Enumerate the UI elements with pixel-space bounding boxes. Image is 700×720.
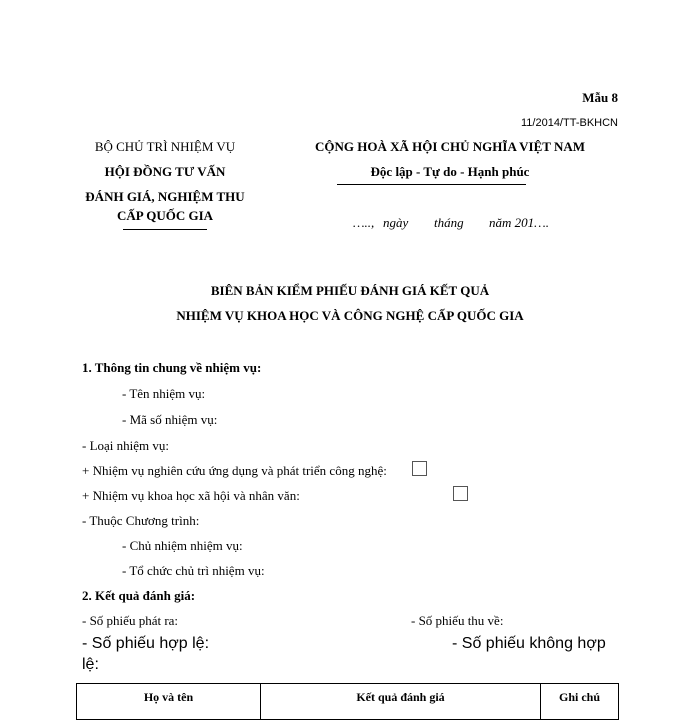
program-label: - Thuộc Chương trình: <box>82 513 200 528</box>
header-notes: Ghi chú <box>541 684 619 720</box>
type-social-checkbox[interactable] <box>453 486 468 501</box>
task-code-label: - Mã số nhiệm vụ: <box>122 412 218 427</box>
ministry-name: BỘ CHỦ TRÌ NHIỆM VỤ <box>94 139 236 154</box>
valid-votes-label: - Số phiếu hợp lệ: <box>82 635 210 652</box>
task-leader-label: - Chủ nhiệm nhiệm vụ: <box>122 538 243 553</box>
section2-heading: 2. Kết quả đánh giá: <box>82 588 196 603</box>
type-applied-label: + Nhiệm vụ nghiên cứu ứng dụng và phát triển công nghệ: <box>82 463 387 478</box>
header-full-name: Họ và tên <box>77 684 261 720</box>
council-name: HỘI ĐỒNG TƯ VẤN <box>104 164 226 179</box>
document-title: BIÊN BẢN KIỂM PHIẾU ĐÁNH GIÁ KẾT QUẢ <box>210 283 490 298</box>
task-type-label: - Loại nhiệm vụ: <box>82 438 170 453</box>
invalid-votes-label: - Số phiếu không hợp <box>452 635 606 652</box>
results-table <box>76 683 619 720</box>
header-evaluation-result: Kết quả đánh giá <box>261 684 541 720</box>
form-code: Mẫu 8 <box>582 90 618 105</box>
invalid-votes-label-cont: lệ: <box>82 656 99 673</box>
council-name-line2: ĐÁNH GIÁ, NGHIỆM THU <box>85 189 245 204</box>
table-header-row <box>77 684 619 720</box>
votes-issued-label: - Số phiếu phát ra: <box>82 613 179 628</box>
date-day-label: ngày <box>383 215 409 230</box>
motto-underline <box>337 184 526 185</box>
document-subtitle: NHIỆM VỤ KHOA HỌC VÀ CÔNG NGHỆ CẤP QUỐC GIA <box>176 308 524 323</box>
date-year-label: năm 201…. <box>489 215 549 230</box>
country-name: CỘNG HOÀ XÃ HỘI CHỦ NGHĨA VIỆT NAM <box>314 139 586 154</box>
votes-received-label: - Số phiếu thu về: <box>411 613 504 628</box>
council-name-line3: CẤP QUỐC GIA <box>116 208 214 223</box>
host-org-label: - Tổ chức chủ trì nhiệm vụ: <box>122 563 265 578</box>
circular-number: 11/2014/TT-BKHCN <box>520 117 618 129</box>
date-prefix: ….., <box>353 215 375 230</box>
date-month-label: tháng <box>434 215 464 230</box>
task-name-label: - Tên nhiệm vụ: <box>122 386 206 401</box>
national-motto: Độc lập - Tự do - Hạnh phúc <box>370 164 530 179</box>
section1-heading: 1. Thông tin chung về nhiệm vụ: <box>82 360 262 375</box>
type-social-label: + Nhiệm vụ khoa học xã hội và nhân văn: <box>82 488 300 503</box>
type-applied-checkbox[interactable] <box>412 461 427 476</box>
header-left-underline <box>123 229 207 230</box>
